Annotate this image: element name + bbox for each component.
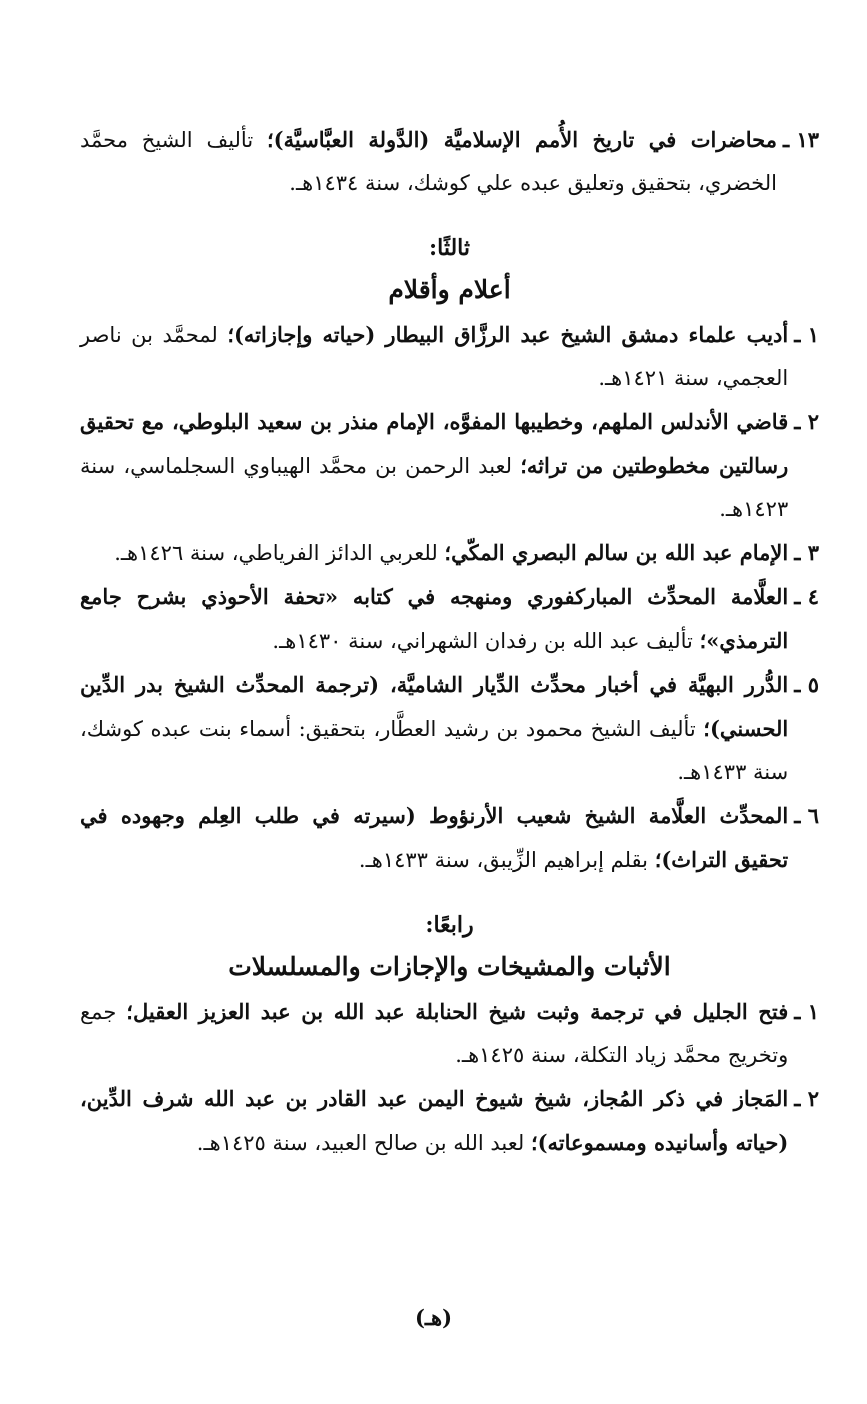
item-details: لعبد الله بن صالح العبيد، سنة ١٤٢٥هـ. — [196, 1131, 531, 1155]
section-title: الأثبات والمشيخات والإجازات والمسلسلات — [228, 952, 671, 981]
list-item — [80, 575, 819, 663]
list-item — [80, 1077, 819, 1165]
item-text — [80, 313, 788, 400]
item-text — [80, 663, 788, 794]
item-number: ٢ ـ — [794, 1086, 819, 1111]
item-text — [80, 531, 788, 575]
item-number: ١٣ ـ — [782, 127, 819, 152]
item-title: أديب علماء دمشق الشيخ عبد الرزَّاق البيطار (حياته وإجازاته)؛ — [227, 322, 789, 347]
list-item — [80, 663, 819, 794]
item-title: المَجاز في ذكر المُجاز، شيخ شيوخ اليمن عبد القادر بن عبد الله شرف الدِّين، (حياته وأسانيده ومسموعاته)؛ — [80, 1086, 789, 1155]
section-fourth — [80, 910, 819, 1165]
section-continuation — [80, 118, 819, 205]
item-number: ٥ ـ — [794, 672, 819, 697]
section-label: رابعًا: — [425, 912, 474, 938]
section-label: ثالثًا: — [429, 235, 470, 261]
section-title: أعلام وأقلام — [388, 275, 511, 304]
item-number: ١ ـ — [794, 322, 819, 347]
item-text — [80, 575, 788, 663]
list-item — [80, 794, 819, 882]
item-number: ٢ ـ — [794, 409, 819, 434]
item-text — [80, 794, 788, 882]
item-title: العلَّامة المحدِّث المباركفوري ومنهجه في كتابه «تحفة الأحوذي بشرح جامع الترمذي»؛ — [80, 584, 789, 653]
item-text — [80, 118, 777, 205]
list-item — [80, 990, 819, 1077]
item-text — [80, 990, 788, 1077]
item-details: جمع وتخريج محمَّد زياد التكلة، سنة ١٤٢٥هـ. — [80, 1000, 789, 1067]
item-text — [80, 1077, 788, 1165]
list-item — [80, 313, 819, 400]
list-item — [80, 400, 819, 531]
item-details: للعربي الدائز الفرياطي، سنة ١٤٢٦هـ. — [114, 541, 445, 565]
section-third — [80, 233, 819, 882]
page-content — [80, 118, 819, 1165]
item-title: فتح الجليل في ترجمة وثبت شيخ الحنابلة عبد الله بن عبد العزيز العقيل؛ — [126, 999, 789, 1024]
item-text — [80, 400, 788, 531]
item-title: المحدِّث العلَّامة الشيخ شعيب الأرنؤوط (سيرته في طلب العِلم وجهوده في تحقيق التراث)؛ — [80, 803, 789, 872]
item-details: تأليف عبد الله بن رفدان الشهراني، سنة ١٤٣٠هـ. — [272, 629, 700, 653]
item-details: لمحمَّد بن ناصر العجمي، سنة ١٤٢١هـ. — [80, 323, 789, 390]
item-title: قاضي الأندلس الملهم، وخطيبها المفوَّه، الإمام منذر بن سعيد البلوطي، مع تحقيق رسالتين مخطوطتين من تراثه؛ — [80, 409, 789, 478]
item-title: محاضرات في تاريخ الأُمم الإسلاميَّة (الدَّولة العبَّاسيَّة)؛ — [267, 127, 777, 152]
item-number: ٦ ـ — [794, 803, 819, 828]
item-number: ١ ـ — [794, 999, 819, 1024]
item-number: ٣ ـ — [794, 540, 819, 565]
item-details: تأليف الشيخ محمود بن رشيد العطَّار، بتحقيق: أسماء بنت عبده كوشك، سنة ١٤٣٣هـ. — [80, 717, 789, 784]
item-number: ٤ ـ — [794, 584, 819, 609]
item-title: الدُّرر البهيَّة في أخبار محدِّث الدِّيار الشاميَّة، (ترجمة المحدِّث الشيخ بدر الدِّين الحسني)؛ — [80, 672, 789, 741]
item-title: الإمام عبد الله بن سالم البصري المكّي؛ — [444, 540, 789, 565]
item-details: تأليف الشيخ محمَّد الخضري، بتحقيق وتعليق عبده علي كوشك، سنة ١٤٣٤هـ. — [80, 128, 777, 195]
item-details: بقلم إبراهيم الزِّيبق، سنة ١٤٣٣هـ. — [358, 848, 655, 872]
item-details: لعبد الرحمن بن محمَّد الهيباوي السجلماسي، سنة ١٤٢٣هـ. — [80, 454, 789, 521]
page-number: (هـ) — [414, 1305, 453, 1330]
list-item — [80, 118, 819, 205]
list-item — [80, 531, 819, 575]
